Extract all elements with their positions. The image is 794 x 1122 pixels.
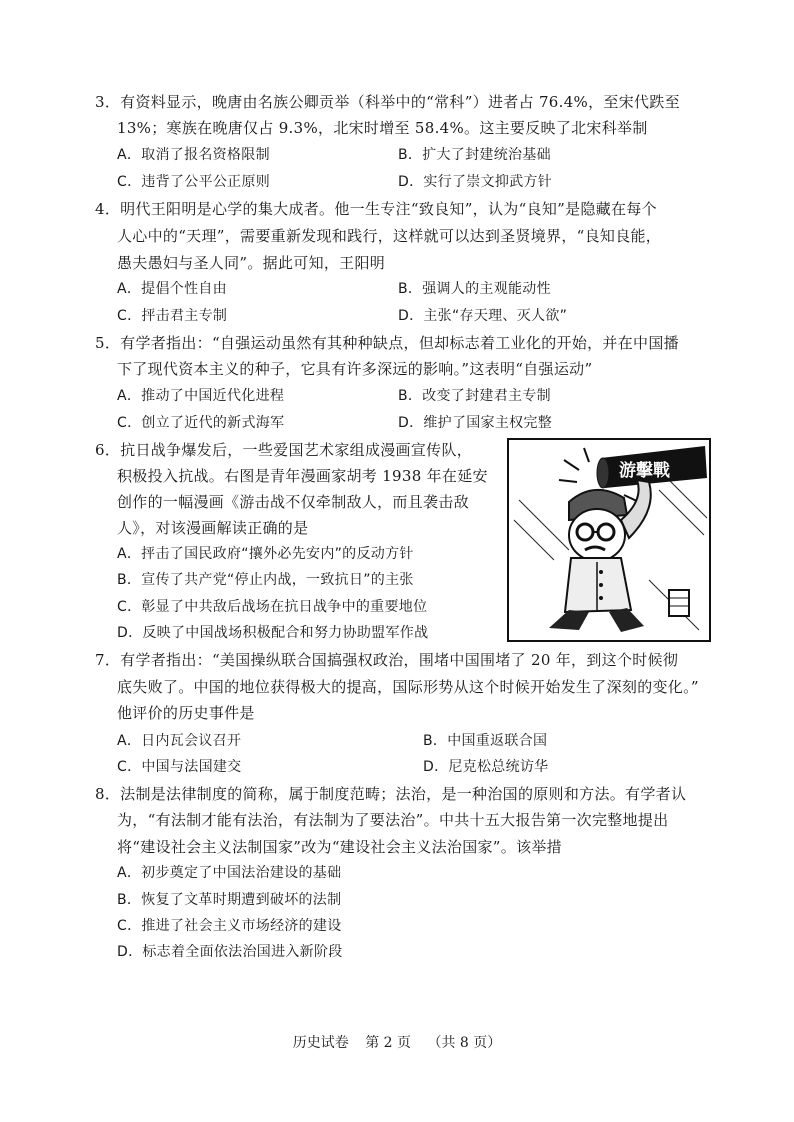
q4-option-a: A．提倡个性自由 — [117, 281, 227, 297]
q6-stem-line4: 人》，对该漫画解读正确的是 — [117, 519, 309, 537]
q7-option-c: C．中国与法国建交 — [117, 759, 242, 775]
q3-option-c: C．违背了公平公正原则 — [117, 174, 271, 190]
q4-option-d: D．主张“存天理、灭人欲” — [398, 308, 568, 324]
q7-option-a: A．日内瓦会议召开 — [117, 733, 242, 749]
q3-stem-line1: 3．有资料显示，晚唐由名族公卿贡举（科举中的“常科”）进者占 76.4%，至宋代跌至 — [95, 93, 680, 111]
q7-stem-line1: 7．有学者指出：“美国操纵联合国搞强权政治，围堵中国围堵了 20 年，到这个时候彻 — [95, 651, 679, 669]
q6-stem-line2: 积极投入抗战。右图是青年漫画家胡考 1938 年在延安 — [117, 467, 488, 485]
q8-stem-line3: 将“建设社会主义法制国家”改为“建设社会主义法治国家”。该举措 — [117, 838, 562, 856]
q7-stem-line2: 底失败了。中国的地位获得极大的提高，国际形势从这个时候开始发生了深刻的变化。” — [117, 678, 699, 696]
q4-stem-line2: 人心中的“天理”，需要重新发现和践行，这样就可以达到圣贤境界，“良知良能， — [117, 227, 662, 245]
q6-option-b: B．宣传了共产党“停止内战，一致抗日”的主张 — [117, 572, 414, 588]
q3-option-a: A．取消了报名资格限制 — [117, 147, 270, 163]
q4-stem-line1: 4．明代王阳明是心学的集大成者。他一生专注“致良知”，认为“良知”是隐藏在每个 — [95, 200, 657, 218]
q3-option-b: B．扩大了封建统治基础 — [398, 147, 551, 163]
q5-option-d: D．维护了国家主权完整 — [398, 415, 553, 431]
soldier-figure — [549, 480, 689, 632]
page-footer — [0, 1034, 794, 1052]
q3-stem-line2: 13%；寒族在晚唐仅占 9.3%，北宋时增至 58.4%。这主要反映了北宋科举制 — [117, 119, 648, 137]
q3-option-d: D．实行了崇文抑武方针 — [398, 174, 553, 190]
q4-option-b: B．强调人的主观能动性 — [398, 281, 551, 297]
cartoon-banner-text: 游擊戰 — [619, 461, 670, 481]
q7-option-b: B．中国重返联合国 — [423, 733, 548, 749]
q6-stem-line3: 创作的一幅漫画《游击战不仅牵制敌人，而且袭击敌 — [117, 493, 469, 511]
q6-stem-line1: 6．抗日战争爆发后，一些爱国艺术家组成漫画宣传队， — [95, 441, 473, 459]
q7-option-d: D．尼克松总统访华 — [423, 759, 549, 775]
footer-total-pages: （共 8 页） — [427, 1035, 502, 1051]
cartoon-banner — [597, 446, 707, 488]
q4-option-c: C．抨击君主专制 — [117, 308, 228, 324]
q8-option-d: D．标志着全面依法治国进入新阶段 — [117, 944, 343, 960]
q5-stem-line2: 下了现代资本主义的种子，它具有许多深远的影响。”这表明“自强运动” — [117, 360, 593, 378]
q6-option-c: C．彰显了中共敌后战场在抗日战争中的重要地位 — [117, 599, 428, 615]
q8-stem-line2: 为，“有法制才能有法治，有法制为了要法治”。中共十五大报告第一次完整地提出 — [117, 811, 669, 829]
q5-option-a: A．推动了中国近代化进程 — [117, 388, 285, 404]
guerrilla-war-cartoon — [507, 438, 711, 642]
cartoon-drawing — [509, 440, 709, 640]
q5-stem-line1: 5．有学者指出：“自强运动虽然有其种种缺点，但却标志着工业化的开始，并在中国播 — [95, 334, 679, 352]
footer-subject: 历史试卷 — [292, 1035, 349, 1051]
q6-option-d: D．反映了中国战场积极配合和努力协助盟军作战 — [117, 625, 429, 641]
q8-option-a: A．初步奠定了中国法治建设的基础 — [117, 865, 342, 881]
q8-option-b: B．恢复了文革时期遭到破坏的法制 — [117, 892, 342, 908]
q7-stem-line3: 他评价的历史事件是 — [117, 704, 255, 722]
q5-option-b: B．改变了封建君主专制 — [398, 388, 551, 404]
q5-option-c: C．创立了近代的新式海军 — [117, 415, 285, 431]
q6-option-a: A．抨击了国民政府“攘外必先安内”的反动方针 — [117, 546, 414, 562]
footer-page-number: 第 2 页 — [365, 1035, 411, 1051]
q8-stem-line1: 8．法制是法律制度的简称，属于制度范畴；法治，是一种治国的原则和方法。有学者认 — [95, 785, 687, 803]
q4-stem-line3: 愚夫愚妇与圣人同”。据此可知，王阳明 — [117, 254, 386, 272]
q8-option-c: C．推进了社会主义市场经济的建设 — [117, 918, 342, 934]
